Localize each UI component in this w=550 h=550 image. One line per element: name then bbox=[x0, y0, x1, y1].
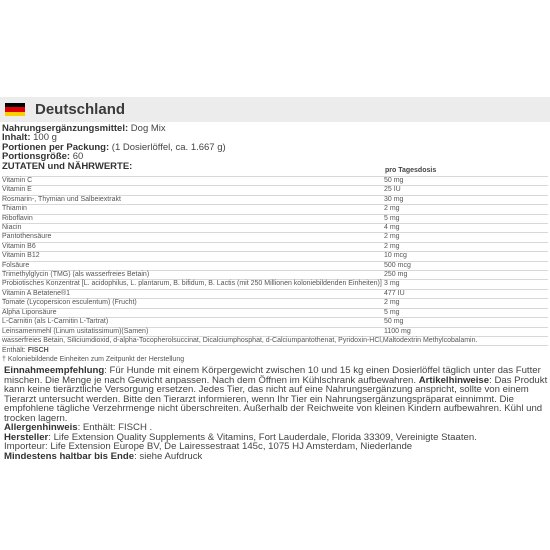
table-row bbox=[2, 280, 548, 289]
bestbefore-line: Mindestens haltbar bis Ende: siehe Aufdruck bbox=[4, 450, 203, 462]
table-row bbox=[2, 214, 548, 223]
nutrient-name: Niacin bbox=[2, 224, 384, 233]
nutrient-amount: 4 mg bbox=[384, 224, 548, 233]
nutrient-amount: 250 mg bbox=[384, 271, 548, 280]
nutrient-amount: 10 mcg bbox=[384, 252, 548, 261]
table-row bbox=[2, 177, 548, 186]
nutrition-table bbox=[2, 166, 548, 346]
table-header-per-dose: pro Tagesdosis bbox=[384, 166, 548, 177]
table-row bbox=[2, 195, 548, 204]
ingredients-other: wasserfreies Betain, Siliciumdioxid, d-alpha-Tocopherolsuccinat, Dicalciumphosphat, d-Calciumpantothenat, Pyridoxin-HCl,Maltodextrin Methylcobalamin. bbox=[2, 336, 548, 345]
nutrient-name: Trimethylglycin (TMG) (als wasserfreies Betain) bbox=[2, 271, 384, 280]
footnote: † Koloniebildende Einheiten zum Zeitpunkt der Herstellung bbox=[2, 355, 185, 363]
table-row bbox=[2, 242, 548, 251]
manufacturer-line: Hersteller: Life Extension Quality Supplements & Vitamins, Fort Lauderdale, Florida 33309, Vereinigte Staaten. bbox=[4, 431, 477, 443]
nutrient-name: Tomate (Lycopersicon esculentum) (Frucht) bbox=[2, 299, 384, 308]
meta-line: Portionen per Packung: (1 Dosierlöffel, ca. 1.667 g) bbox=[2, 141, 226, 153]
nutrient-name: Vitamin B12 bbox=[2, 252, 384, 261]
nutrient-name: Vitamin A Betatene®1 bbox=[2, 289, 384, 298]
nutrient-amount: 1100 mg bbox=[384, 327, 548, 336]
nutrient-name: Riboflavin bbox=[2, 214, 384, 223]
nutrient-amount: 2 mg bbox=[384, 205, 548, 214]
table-row bbox=[2, 205, 548, 214]
nutrient-name: Pantothensäure bbox=[2, 233, 384, 242]
table-row bbox=[2, 252, 548, 261]
table-row bbox=[2, 318, 548, 327]
nutrient-amount: 5 mg bbox=[384, 214, 548, 223]
nutrient-name: Rosmarin-, Thymian und Salbeiextrakt bbox=[2, 195, 384, 204]
country-header bbox=[0, 97, 550, 122]
nutrient-name: Vitamin E bbox=[2, 186, 384, 195]
nutrient-amount: 500 mcg bbox=[384, 261, 548, 270]
nutrient-amount: 30 mg bbox=[384, 195, 548, 204]
notes bbox=[2, 347, 184, 364]
nutrient-amount: 50 mg bbox=[384, 318, 548, 327]
product-info bbox=[4, 366, 548, 461]
nutrient-amount: 477 IU bbox=[384, 289, 548, 298]
nutrient-amount: 5 mg bbox=[384, 308, 548, 317]
nutrient-name: Leinsamenmehl (Linum usitatissimum)(Samen) bbox=[2, 327, 384, 336]
meta-line: Nahrungsergänzungsmittel: Dog Mix bbox=[2, 123, 166, 134]
nutrient-name: Vitamin B6 bbox=[2, 242, 384, 251]
table-row bbox=[2, 224, 548, 233]
nutrient-amount: 2 mg bbox=[384, 299, 548, 308]
nutrient-name: Vitamin C bbox=[2, 177, 384, 186]
importer-line: Importeur: Life Extension Europe BV, De Lairessestraat 145c, 1075 HJ Amsterdam, Niederlande bbox=[4, 441, 413, 452]
allergen-line: Allergenhinweis: Enthält: FISCH . bbox=[4, 422, 153, 433]
nutrient-amount: 25 IU bbox=[384, 186, 548, 195]
table-header-blank bbox=[2, 166, 384, 177]
nutrient-name: Alpha Liponsäure bbox=[2, 308, 384, 317]
table-row-footer bbox=[2, 336, 548, 345]
meta-line: ZUTATEN und NÄHRWERTE: bbox=[2, 160, 133, 172]
table-row bbox=[2, 289, 548, 298]
nutrient-name: Folsäure bbox=[2, 261, 384, 270]
nutrient-amount: 50 mg bbox=[384, 177, 548, 186]
germany-flag-icon bbox=[5, 103, 25, 116]
table-row bbox=[2, 261, 548, 270]
table-row bbox=[2, 308, 548, 317]
country-title: Deutschland bbox=[35, 101, 126, 118]
contains-line: Enthält: FISCH bbox=[2, 347, 49, 354]
nutrient-amount: 2 mg bbox=[384, 242, 548, 251]
table-row bbox=[2, 186, 548, 195]
nutrient-amount: 2 mg bbox=[384, 233, 548, 242]
table-row bbox=[2, 233, 548, 242]
usage-paragraph: Einnahmeempfehlung: Für Hunde mit einem Körpergewicht zwischen 10 und 15 kg einen Dosierlöffel täglich unter das Futter mischen. Die Menge je nach Gewicht anpassen. Nach dem Öffnen im Kühlschrank aufbewahren. Artikelhinweise: Das Produkt kann keine tierärztliche Versorgung ersetzen. Jedes Tier, das nicht auf eine Nahrungsergänzung anspricht, sollte von einem Tierarzt untersucht werden. Bitte den Tierarzt informieren, wenn Ihr Tier ein Nahrungsergänzungspräparat einnimmt. Die empfohlene tägliche Verzehrmenge nicht überschreiten. Außerhalb der Reichweite von kleinen Kindern aufbewahren. Kühl und trocken lagern. bbox=[4, 365, 548, 424]
nutrient-name: Thiamin bbox=[2, 205, 384, 214]
nutrient-name: L-Carnitin (als L-Carnitin L-Tartrat) bbox=[2, 318, 384, 327]
nutrient-name: Probiotisches Konzentrat [L. acidophilus, L. plantarum, B. bifidum, B. Lactis (mit 250 Millionen koloniebildenden Einheiten)] bbox=[2, 280, 384, 289]
table-row bbox=[2, 299, 548, 308]
table-row bbox=[2, 271, 548, 280]
nutrient-amount: 3 mg bbox=[384, 280, 548, 289]
meta-line: Inhalt: 100 g bbox=[2, 132, 57, 144]
table-row bbox=[2, 327, 548, 336]
product-meta bbox=[2, 124, 226, 171]
meta-line: Portionsgröße: 60 bbox=[2, 151, 84, 163]
